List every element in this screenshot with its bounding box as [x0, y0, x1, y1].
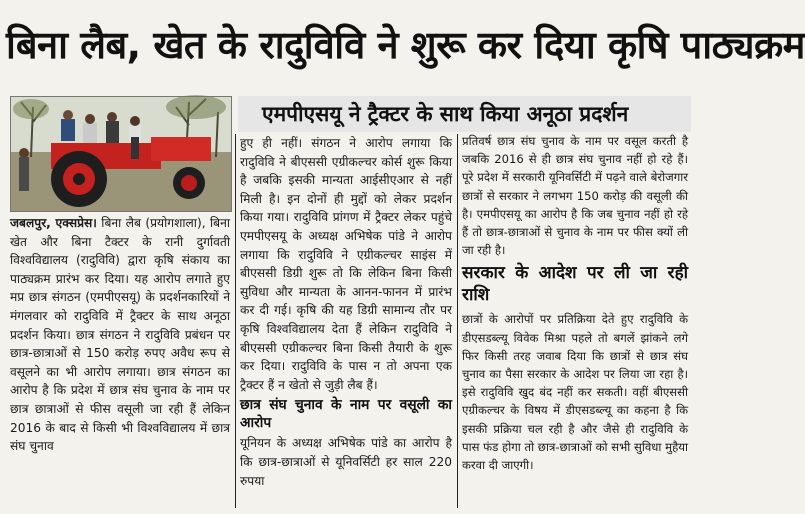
subheading-election-fee: छात्र संघ चुनाव के नाम पर वसूली का आरोप: [240, 397, 452, 432]
subheading-government-order: सरकार के आदेश पर ली जा रही राशि: [462, 263, 688, 306]
article-column-2: [240, 134, 452, 490]
subtitle: एमपीएसयू ने ट्रैक्टर के साथ किया अनूठा प्रदर्शन: [262, 102, 629, 126]
article-column-3: [462, 132, 688, 474]
column-2-text: हुए ही नहीं। संगठन ने आरोप लगाया कि रादुविवि ने बीएससी एग्रीकल्चर कोर्स शुरू किया है जबकि इसकी मान्यता आईसीएआर से नहीं मिली है। इन दोनों ही मुद्दों को लेकर प्रदर्शन किया गया। रादुविवि प्रांगण में ट्रैक्टर लेकर पहुंचे एमपीएसयू के अध्यक्ष अभिषेक पांडे ने आरोप लगाया कि रादुविवि ने एग्रीकल्चर साइंस में बीएससी डिग्री शुरू तो कि लेकिन बिना किसी सुविधा और मान्यता के आनन-फानन में प्रारंभ कर दी गई। कृषि की यह डिग्री सामान्य तौर पर कृषि विश्वविद्यालय देता हैं लेकिन रादुविवि ने बीएससी एग्रीकल्चर बिना किसी तैयारी के शुरू कर दिया। रादुविवि के पास न तो अपना एक ट्रैक्टर हैं न खेतो से जुड़ी लैब हैं।: [240, 136, 452, 392]
column-divider-1: [235, 134, 236, 508]
dateline: जबलपुर, एक्सप्रेस।: [10, 216, 97, 230]
news-photo-tractor-protest: [10, 96, 232, 212]
column-3-text-continued: छात्रों के आरोपों पर प्रतिक्रिया देते हुए रादुविवि के डीएसडब्ल्यू विवेक मिश्रा पहले तो बगलें झांकने लगे फिर किसी तरह जवाब दिया कि छात्रों से छात्र संघ चुनाव का पैसा सरकार के आदेश पर लिया जा रहा है। इसे रादुविवि खुद बंद नहीं कर सकती। वहीं बीएससी एग्रीकल्चर के विषय में डीएसडब्ल्यू का कहना है कि इसकी प्रक्रिया चल रही है और जैसे ही रादुविवि के पास फंड होगा तो छात्र-छात्राओं को सभी सुविधा मुहैया करवा दी जाएगी।: [462, 312, 688, 473]
column-1-text: बिना लैब (प्रयोगशाला), बिना खेत और बिना टैक्टर के रानी दुर्गावती विश्वविद्यालय (रादुविवि) द्वारा कृषि संकाय का पाठ्यक्रम प्रारंभ कर दिया। यह आरोप लगाते हुए मप्र छात्र संगठन (एमपीएसयू) के प्रदर्शनकारियों ने मंगलवार को रादुविवि में ट्रैक्टर के साथ अनूठा प्रदर्शन किया। छात्र संगठन ने रादुविवि प्रबंधन पर छात्र-छात्राओं से 150 करोड़ रुपए अवैध रूप से वसूलने का भी आरोप लगाया। छात्र संगठन का आरोप है कि प्रदेश में छात्र संघ चुनाव के नाम पर छात्र छात्राओं से फीस वसूली जा रही हैं लेकिन 2016 के बाद से किसी भी विश्वविद्यालय में छात्र संघ चुनाव: [10, 216, 231, 454]
column-2-text-continued: यूनियन के अध्यक्ष अभिषेक पांडे का आरोप है कि छात्र-छात्राओं से यूनिवर्सिटी हर साल 220 रुपया: [240, 436, 452, 488]
headline: बिना लैब, खेत के रादुविवि ने शुरू कर दिया कृषि पाठ्यक्रम: [6, 23, 805, 67]
column-divider-2: [457, 134, 458, 508]
article-column-1: [10, 214, 230, 456]
column-3-text: प्रतिवर्ष छात्र संघ चुनाव के नाम पर वसूल करती है जबकि 2016 से ही छात्र संघ चुनाव नहीं हो रहे हैं। पूरे प्रदेश में सरकारी यूनिवर्सिटी में पढ़ने वाले बेरोजगार छात्रों से सरकार ने लगभग 150 करोड़ की वसूली की है। एमपीएसयू का आरोप है कि जब चुनाव नहीं हो रहे हैं तो छात्र-छात्राओं से चुनाव के नाम पर फीस क्यों ली जा रही है।: [462, 134, 688, 258]
